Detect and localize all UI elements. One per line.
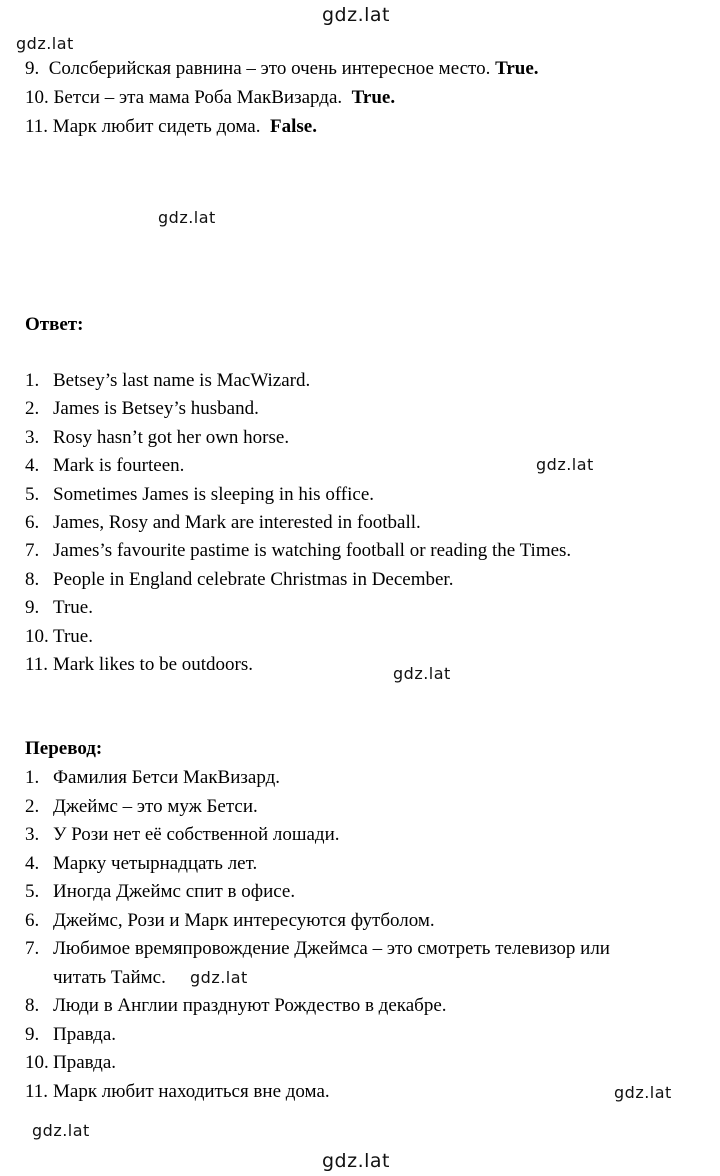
answer-item-number: 8.: [25, 568, 40, 590]
translation-item-number: 11.: [25, 1080, 49, 1102]
watermark-top: gdz.lat: [322, 4, 391, 26]
answer-item-number: 1.: [25, 370, 40, 391]
answer-item-text: James, Rosy and Mark are interested in football.: [53, 512, 421, 533]
answer-item: [25, 427, 289, 449]
translation-item: [25, 938, 610, 960]
top-item-10: 10. Бетси – эта мама Роба МакВизарда. True.: [25, 87, 396, 108]
answer-item-text: Sometimes James is sleeping in his office.: [53, 483, 375, 505]
answer-item-text: True.: [53, 625, 93, 647]
translation-item-number: 9.: [25, 1023, 40, 1045]
answer-item-number: 7.: [25, 540, 40, 562]
translation-item: [25, 1052, 116, 1074]
translation-item: [25, 853, 257, 875]
translation-item-text: Правда.: [53, 1052, 117, 1073]
answer-item-text: Rosy hasn’t got her own horse.: [53, 426, 290, 448]
translation-item-text: Джеймс, Рози и Марк интересуются футболом.: [53, 909, 435, 931]
watermark-mid-3: gdz.lat: [393, 664, 451, 683]
answer-item-text: True.: [53, 597, 93, 619]
watermark-mid-4: gdz.lat: [190, 968, 248, 987]
answer-item-number: 5.: [25, 483, 40, 505]
answer-item-number: 2.: [25, 398, 40, 420]
translation-item-text: читать Таймс.: [53, 966, 166, 988]
translation-item-number: 7.: [25, 938, 40, 959]
translation-item-number: 6.: [25, 909, 40, 931]
top-item-9: 9. Солсберийская равнина – это очень интересное место. True.: [25, 58, 539, 79]
translation-item-number: 3.: [25, 824, 40, 845]
answer-item: [25, 540, 571, 562]
translation-item-text: Правда.: [53, 1023, 117, 1045]
answer-item-number: 6.: [25, 512, 40, 533]
translation-item-text: Иногда Джеймс спит в офисе.: [53, 881, 296, 902]
translation-item-text: Джеймс – это муж Бетси.: [53, 795, 258, 817]
translation-item-number: 4.: [25, 852, 40, 874]
answer-heading: Ответ:: [25, 314, 84, 335]
answer-item: [25, 569, 453, 591]
answer-item: [25, 455, 184, 477]
answer-item-text: James’s favourite pastime is watching football or reading the Times.: [53, 540, 572, 562]
translation-item-text: Люди в Англии празднуют Рождество в декабре.: [53, 995, 447, 1016]
watermark-top-left: gdz.lat: [16, 34, 74, 53]
translation-item-text: Марку четырнадцать лет.: [53, 852, 258, 874]
answer-item: [25, 370, 310, 392]
translation-item: [25, 910, 435, 932]
answer-item: [25, 398, 259, 420]
answer-item: [25, 597, 93, 619]
translation-item: [25, 967, 166, 989]
watermark-bottom-right: gdz.lat: [614, 1083, 672, 1102]
translation-item: [25, 995, 447, 1017]
answer-item-text: People in England celebrate Christmas in December.: [53, 568, 454, 590]
translation-item-number: 2.: [25, 795, 40, 817]
translation-item-number: 8.: [25, 995, 40, 1016]
answer-item-text: Mark is fourteen.: [53, 455, 185, 477]
answer-item-text: Betsey’s last name is MacWizard.: [53, 370, 311, 391]
answer-item-number: 3.: [25, 426, 40, 448]
watermark-mid-2: gdz.lat: [536, 455, 594, 474]
translation-heading: Перевод:: [25, 738, 103, 759]
translation-item: [25, 881, 295, 903]
translation-item-number: 5.: [25, 881, 40, 902]
top-item-11: 11. Марк любит сидеть дома. False.: [25, 116, 317, 137]
answer-item-number: 10.: [25, 625, 49, 647]
answer-item-text: Mark likes to be outdoors.: [53, 654, 254, 675]
answer-item-number: 11.: [25, 654, 49, 675]
translation-item-text: Марк любит находиться вне дома.: [53, 1080, 330, 1102]
watermark-mid-1: gdz.lat: [158, 208, 216, 227]
translation-item: [25, 796, 258, 818]
answer-item-number: 9.: [25, 597, 40, 619]
watermark-bottom: gdz.lat: [322, 1150, 391, 1172]
translation-item: [25, 1081, 330, 1103]
translation-item-text: Любимое времяпровождение Джеймса – это смотреть телевизор или: [53, 938, 610, 959]
translation-item-number: 1.: [25, 767, 40, 788]
watermark-bottom-left: gdz.lat: [32, 1121, 90, 1140]
answer-item-text: James is Betsey’s husband.: [53, 398, 259, 420]
translation-item-text: Фамилия Бетси МакВизард.: [53, 767, 281, 788]
answer-item-number: 4.: [25, 455, 40, 477]
translation-item: [25, 767, 280, 789]
answer-item: [25, 626, 93, 648]
answer-item: [25, 512, 421, 534]
translation-item: [25, 1024, 116, 1046]
answer-item: [25, 654, 253, 676]
translation-item-number: 10.: [25, 1052, 49, 1073]
answer-item: [25, 484, 374, 506]
translation-item-text: У Рози нет её собственной лошади.: [53, 824, 340, 845]
translation-item: [25, 824, 340, 846]
